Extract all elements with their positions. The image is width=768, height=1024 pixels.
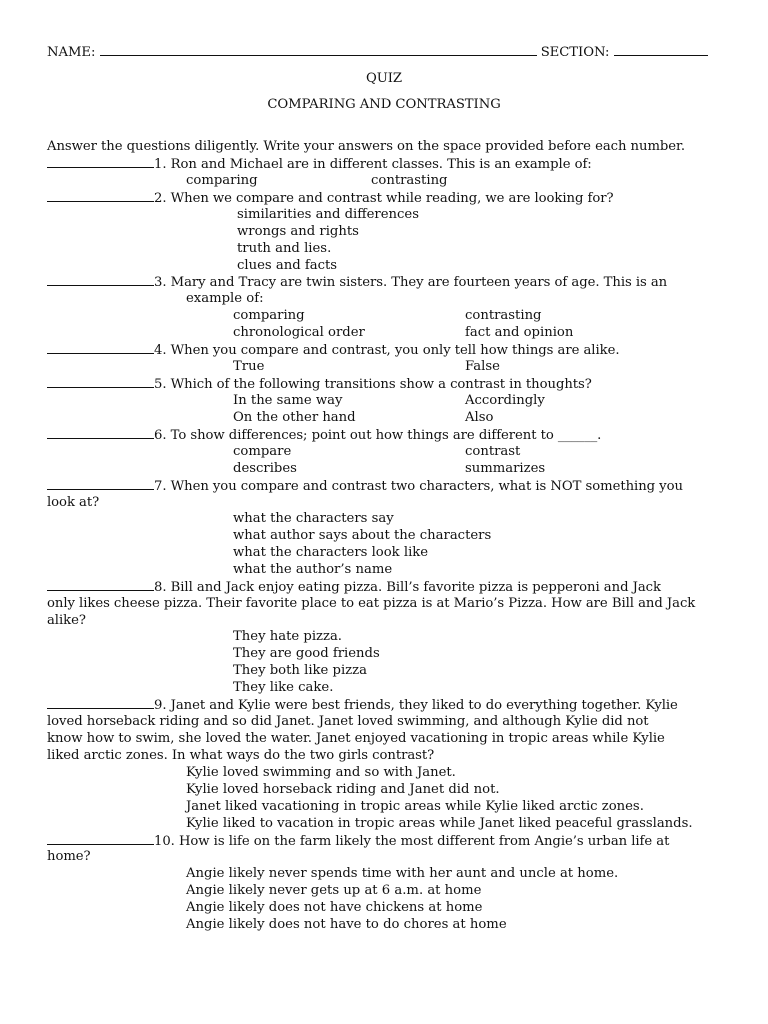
q10-option-c: Angie likely does not have chickens at home — [186, 900, 483, 915]
question-3 — [47, 273, 667, 291]
q1-option-b: contrasting — [371, 173, 448, 188]
question-5 — [47, 375, 592, 393]
q5-option-c: On the other hand — [233, 410, 356, 425]
q2-option-d: clues and facts — [237, 258, 338, 273]
answer-blank-6[interactable] — [47, 426, 154, 439]
question-9-text-cont-2: know how to swim, she loved the water. Janet enjoyed vacationing in tropic areas while Kylie — [47, 731, 665, 746]
q6-option-b: contrast — [465, 444, 521, 459]
name-field[interactable] — [100, 43, 537, 56]
question-8-text-cont-2: alike? — [47, 613, 86, 628]
question-6 — [47, 426, 601, 444]
q6-option-a: compare — [233, 444, 292, 459]
q9-option-b: Kylie loved horseback riding and Janet did not. — [186, 782, 500, 797]
q2-option-c: truth and lies. — [237, 241, 332, 256]
answer-blank-5[interactable] — [47, 375, 154, 388]
question-3-text-cont: example of: — [186, 291, 264, 306]
header-row — [47, 43, 708, 61]
instructions: Answer the questions diligently. Write your answers on the space provided before each number. — [47, 139, 685, 154]
q10-option-b: Angie likely never gets up at 6 a.m. at home — [186, 883, 482, 898]
question-2 — [47, 189, 614, 207]
quiz-title: QUIZ — [365, 71, 403, 86]
question-7-text-cont: look at? — [47, 495, 100, 510]
q6-option-d: summarizes — [465, 461, 546, 476]
question-4 — [47, 341, 619, 359]
q2-option-b: wrongs and rights — [237, 224, 359, 239]
q4-option-b: False — [465, 359, 500, 374]
q10-option-d: Angie likely does not have to do chores at home — [186, 917, 507, 932]
q6-option-c: describes — [233, 461, 297, 476]
q9-option-a: Kylie loved swimming and so with Janet. — [186, 765, 456, 780]
answer-blank-8[interactable] — [47, 578, 154, 591]
question-9-text-cont-3: liked arctic zones. In what ways do the two girls contrast? — [47, 748, 435, 763]
q8-option-b: They are good friends — [233, 646, 380, 661]
question-4-text: 4. When you compare and contrast, you only tell how things are alike. — [154, 343, 620, 358]
answer-blank-3[interactable] — [47, 273, 154, 286]
answer-blank-10[interactable] — [47, 832, 154, 845]
question-9-text: 9. Janet and Kylie were best friends, they liked to do everything together. Kylie — [154, 698, 678, 713]
question-10-text-cont: home? — [47, 849, 91, 864]
q10-option-a: Angie likely never spends time with her aunt and uncle at home. — [186, 866, 619, 881]
question-5-text: 5. Which of the following transitions show a contrast in thoughts? — [154, 377, 592, 392]
question-7-text: 7. When you compare and contrast two characters, what is NOT something you — [154, 479, 683, 494]
q7-option-c: what the characters look like — [233, 545, 429, 560]
question-3-text: 3. Mary and Tracy are twin sisters. They are fourteen years of age. This is an — [154, 275, 668, 290]
section-label: SECTION: — [540, 45, 610, 60]
q1-option-a: comparing — [186, 173, 258, 188]
question-10-text: 10. How is life on the farm likely the most different from Angie’s urban life at — [154, 834, 670, 849]
question-8-text: 8. Bill and Jack enjoy eating pizza. Bill’s favorite pizza is pepperoni and Jack — [154, 580, 661, 595]
q3-option-b: contrasting — [465, 308, 542, 323]
q3-option-c: chronological order — [233, 325, 365, 340]
q8-option-d: They like cake. — [233, 680, 334, 695]
answer-blank-1[interactable] — [47, 155, 154, 168]
q8-option-c: They both like pizza — [233, 663, 367, 678]
answer-blank-2[interactable] — [47, 189, 154, 202]
question-1 — [47, 155, 592, 173]
question-1-text: 1. Ron and Michael are in different classes. This is an example of: — [154, 157, 592, 172]
q5-option-d: Also — [465, 410, 494, 425]
q2-option-a: similarities and differences — [237, 207, 419, 222]
question-9 — [47, 696, 678, 714]
q5-option-b: Accordingly — [465, 393, 545, 408]
answer-blank-4[interactable] — [47, 341, 154, 354]
question-9-text-cont-1: loved horseback riding and so did Janet. Janet loved swimming, and although Kylie did not — [47, 714, 649, 729]
q4-option-a: True — [233, 359, 265, 374]
answer-blank-9[interactable] — [47, 696, 154, 709]
q3-option-a: comparing — [233, 308, 305, 323]
answer-blank-7[interactable] — [47, 477, 154, 490]
question-8 — [47, 578, 661, 596]
name-label: NAME: — [47, 45, 96, 60]
question-10 — [47, 832, 669, 850]
section-field[interactable] — [614, 43, 708, 56]
q8-option-a: They hate pizza. — [233, 629, 342, 644]
q7-option-d: what the author’s name — [233, 562, 393, 577]
q5-option-a: In the same way — [233, 393, 343, 408]
question-8-text-cont-1: only likes cheese pizza. Their favorite place to eat pizza is at Mario’s Pizza. How are Bill and Jack — [47, 596, 696, 611]
q9-option-d: Kylie liked to vacation in tropic areas while Janet liked peaceful grasslands. — [186, 816, 693, 831]
q3-option-d: fact and opinion — [465, 325, 574, 340]
quiz-subtitle: COMPARING AND CONTRASTING — [267, 97, 501, 112]
question-7 — [47, 477, 683, 495]
q7-option-b: what author says about the characters — [233, 528, 492, 543]
q9-option-c: Janet liked vacationing in tropic areas while Kylie liked arctic zones. — [186, 799, 644, 814]
question-6-text: 6. To show differences; point out how things are different to ______. — [154, 428, 602, 443]
q7-option-a: what the characters say — [233, 511, 394, 526]
question-2-text: 2. When we compare and contrast while reading, we are looking for? — [154, 191, 614, 206]
